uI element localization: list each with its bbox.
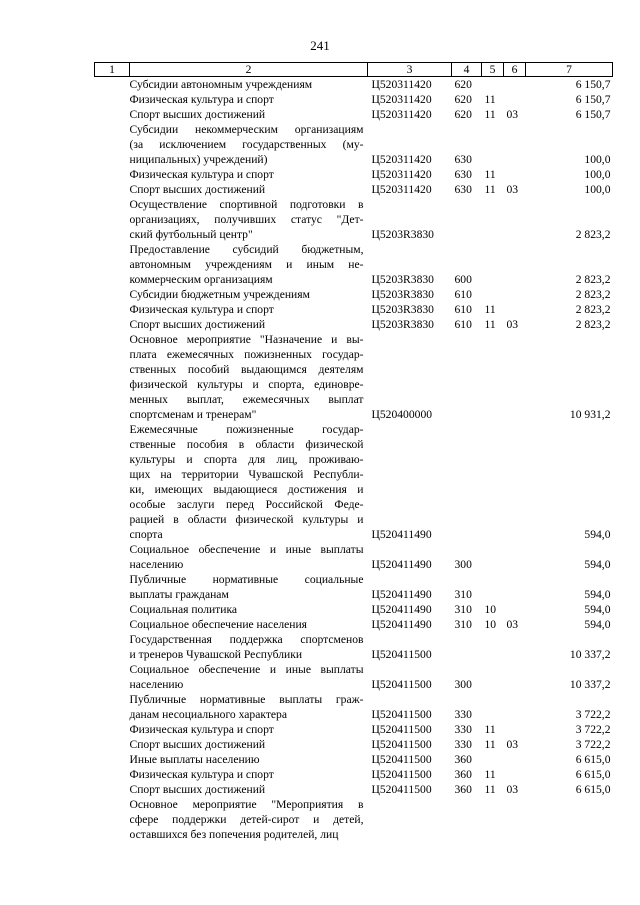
row-name-cell [130,782,368,797]
row-amount-cell: 10 337,2 [569,648,611,661]
table-row [95,662,613,692]
table-row [95,722,613,737]
row-section-cell: 11 [484,108,496,121]
row-name-line: Государственная поддержка спортсменов [129,633,364,646]
row-section-cell: 11 [484,723,496,736]
row-name-line: (за исключением государственных (му- [129,138,364,151]
row-expense-type-cell: 360 [454,768,472,781]
row-amount-cell: 100,0 [584,183,611,196]
row-code-cell: Ц520311420 [371,78,432,91]
row-expense-type-cell: 300 [454,558,472,571]
row-name-line: рацией в области физической культуры и [129,513,364,526]
row-number-cell [95,572,130,602]
row-amount-cell: 6 150,7 [575,78,611,91]
row-name-line: ственных пособий выдающимся деятелям [129,363,364,376]
row-name-cell [130,632,368,662]
row-subsection-cell [504,602,526,617]
table-body [95,77,613,843]
table-row [95,167,613,182]
row-code-cell: Ц5203R3830 [371,288,434,301]
row-name-line: Социальное обеспечение и иные выплаты [129,543,364,556]
row-number-cell [95,287,130,302]
row-section-cell: 11 [484,183,496,196]
row-expense-type-cell [452,797,482,842]
row-name-line: особые заслуги перед Российской Феде- [129,498,364,511]
row-name-cell [130,77,368,93]
row-subsection-cell: 03 [506,183,519,196]
row-name-line: Основное мероприятие "Мероприятия в [129,798,364,811]
budget-table-wrapper [94,62,612,842]
row-expense-type-cell [452,632,482,662]
row-code-cell: Ц5203R3830 [371,273,434,286]
row-number-cell [95,332,130,422]
row-section-cell [482,632,504,662]
row-name-line: ственные пособия в области физической [129,438,364,451]
row-amount-cell: 594,0 [584,558,611,571]
row-subsection-cell [504,722,526,737]
row-subsection-cell [504,692,526,722]
row-name-cell [130,242,368,287]
table-row [95,122,613,167]
row-amount-cell: 3 722,2 [575,738,611,751]
row-subsection-cell [504,332,526,422]
row-number-cell [95,797,130,842]
row-name-line: плата ежемесячных пожизненных государ- [129,348,364,361]
row-section-cell: 10 [484,603,497,616]
row-expense-type-cell: 310 [454,618,472,631]
row-number-cell [95,317,130,332]
row-subsection-cell [504,92,526,107]
row-name-line: Спорт высших достижений [129,738,266,751]
row-code-cell: Ц520411490 [371,528,432,541]
row-expense-type-cell: 600 [454,273,472,286]
row-expense-type-cell: 310 [454,603,472,616]
row-amount-cell: 594,0 [584,603,611,616]
column-header-5: 5 [482,63,504,77]
row-expense-type-cell: 630 [454,168,472,181]
row-name-line: Ежемесячные пожизненные государ- [129,423,364,436]
row-expense-type-cell [452,332,482,422]
row-name-cell [130,122,368,167]
row-amount-cell: 2 823,2 [575,288,611,301]
table-row [95,782,613,797]
row-expense-type-cell: 630 [454,183,472,196]
column-header-6: 6 [504,63,526,77]
row-code-cell: Ц520411500 [371,648,432,661]
row-name-line: Основное мероприятие "Назначение и вы- [129,333,364,346]
row-amount-cell: 6 150,7 [575,108,611,121]
row-amount-cell: 6 615,0 [575,753,611,766]
row-code-cell: Ц5203R3830 [371,318,434,331]
row-name-cell [130,107,368,122]
table-row [95,332,613,422]
row-code-cell: Ц520411500 [371,768,432,781]
row-code-cell: Ц520311420 [371,168,432,181]
row-name-line: и тренеров Чувашской Республики [129,648,303,661]
row-subsection-cell [504,422,526,542]
row-subsection-cell [504,767,526,782]
row-section-cell [482,242,504,287]
row-subsection-cell [504,167,526,182]
row-code-cell: Ц520311420 [371,108,432,121]
row-section-cell [482,752,504,767]
row-subsection-cell: 03 [506,108,519,121]
row-name-cell [130,422,368,542]
table-row [95,542,613,572]
row-section-cell: 10 [484,618,497,631]
row-expense-type-cell: 620 [454,108,472,121]
row-subsection-cell [504,752,526,767]
row-name-line: населению [129,678,184,691]
row-name-cell [130,767,368,782]
row-name-line: выплаты гражданам [129,588,229,601]
table-row [95,182,613,197]
row-name-cell [130,182,368,197]
row-name-line: ки, имеющих выдающиеся достижения и [129,483,364,496]
row-expense-type-cell: 360 [454,783,472,796]
row-expense-type-cell: 330 [454,708,472,721]
row-number-cell [95,782,130,797]
row-subsection-cell [504,242,526,287]
row-section-cell [482,197,504,242]
row-number-cell [95,602,130,617]
row-amount-cell: 6 615,0 [575,768,611,781]
row-subsection-cell [504,572,526,602]
row-name-cell [130,722,368,737]
table-row [95,692,613,722]
table-row [95,617,613,632]
table-row [95,197,613,242]
row-name-cell [130,737,368,752]
row-expense-type-cell: 620 [454,93,472,106]
row-expense-type-cell: 310 [454,588,472,601]
row-name-line: Публичные нормативные выплаты граж- [129,693,364,706]
row-subsection-cell: 03 [506,783,519,796]
row-subsection-cell [504,302,526,317]
page-number: 241 [310,38,330,53]
row-amount-cell: 6 150,7 [575,93,611,106]
table-row [95,77,613,93]
row-section-cell [482,122,504,167]
row-code-cell: Ц520411500 [371,678,432,691]
row-name-cell [130,167,368,182]
row-section-cell: 11 [484,318,496,331]
row-name-line: Спорт высших достижений [129,318,266,331]
row-subsection-cell: 03 [506,738,519,751]
row-name-cell [130,197,368,242]
column-header-1: 1 [95,63,130,77]
row-amount-cell: 10 337,2 [569,678,611,691]
row-name-line: физической культуры и спорта, единовре- [129,378,364,391]
row-name-line: Спорт высших достижений [129,783,266,796]
row-name-line: спорта [129,528,163,541]
row-code-cell: Ц520411500 [371,708,432,721]
table-row [95,797,613,842]
row-section-cell [482,572,504,602]
row-code-cell: Ц520411500 [371,783,432,796]
table-row [95,242,613,287]
row-code-cell [368,797,452,842]
row-expense-type-cell: 610 [454,288,472,301]
row-section-cell [482,77,504,93]
table-row [95,107,613,122]
row-name-line: культуры и спорта для лиц, проживаю- [129,453,364,466]
row-expense-type-cell: 330 [454,738,472,751]
table-row [95,737,613,752]
row-number-cell [95,692,130,722]
row-name-line: Субсидии бюджетным учреждениям [129,288,310,301]
row-number-cell [95,182,130,197]
row-number-cell [95,242,130,287]
row-amount-cell: 2 823,2 [575,318,611,331]
column-header-7: 7 [526,63,613,77]
row-name-cell [130,542,368,572]
row-code-cell: Ц520311420 [371,153,432,166]
budget-table [94,62,613,842]
row-name-line: Физическая культура и спорт [129,93,274,106]
row-name-line: Спорт высших достижений [129,183,266,196]
row-name-line: сфере поддержки детей-сирот и детей, [129,813,364,826]
row-amount-cell: 100,0 [584,153,611,166]
row-name-cell [130,602,368,617]
row-subsection-cell [504,662,526,692]
row-name-line: Физическая культура и спорт [129,768,274,781]
row-number-cell [95,167,130,182]
row-amount-cell: 2 823,2 [575,303,611,316]
row-number-cell [95,737,130,752]
row-subsection-cell: 03 [506,318,519,331]
column-header-3: 3 [368,63,452,77]
row-name-line: ский футбольный центр" [129,228,253,241]
table-row [95,632,613,662]
row-number-cell [95,302,130,317]
row-number-cell [95,752,130,767]
row-expense-type-cell [452,422,482,542]
row-code-cell: Ц520411490 [371,618,432,631]
table-row [95,302,613,317]
row-section-cell [482,692,504,722]
row-name-line: Предоставление субсидий бюджетным, [129,243,364,256]
row-name-line: Иные выплаты населению [129,753,260,766]
row-subsection-cell [504,197,526,242]
row-number-cell [95,542,130,572]
row-subsection-cell [504,287,526,302]
row-code-cell: Ц520400000 [371,408,433,421]
table-row [95,422,613,542]
row-number-cell [95,92,130,107]
row-expense-type-cell: 610 [454,318,472,331]
row-name-cell [130,692,368,722]
row-section-cell [482,797,504,842]
row-name-line: Осуществление спортивной подготовки в [129,198,364,211]
row-number-cell [95,77,130,93]
table-row [95,767,613,782]
row-amount-cell [526,797,613,842]
row-code-cell: Ц520411500 [371,738,432,751]
row-name-cell [130,317,368,332]
row-subsection-cell [504,542,526,572]
row-subsection-cell: 03 [506,618,519,631]
row-section-cell: 11 [484,738,496,751]
row-name-line: коммерческим организациям [129,273,273,286]
row-number-cell [95,197,130,242]
row-name-line: ниципальных) учреждений) [129,153,268,166]
row-name-line: Физическая культура и спорт [129,168,274,181]
column-header-4: 4 [452,63,482,77]
table-row [95,602,613,617]
row-subsection-cell [504,797,526,842]
row-section-cell: 11 [484,168,496,181]
table-row [95,92,613,107]
row-name-cell [130,302,368,317]
row-number-cell [95,722,130,737]
table-row [95,317,613,332]
row-section-cell: 11 [484,783,496,796]
row-expense-type-cell: 300 [454,678,472,691]
row-subsection-cell [504,77,526,93]
row-name-line: щих на территории Чувашской Республи- [129,468,364,481]
row-name-cell [130,572,368,602]
row-section-cell: 11 [484,303,496,316]
row-code-cell: Ц520311420 [371,93,432,106]
row-name-line: Социальное обеспечение и иные выплаты [129,663,364,676]
row-name-cell [130,752,368,767]
row-amount-cell: 594,0 [584,618,611,631]
row-name-line: Субсидии некоммерческим организациям [129,123,364,136]
row-name-line: автономным учреждениям и иным не- [129,258,364,271]
row-name-line: данам несоциального характера [129,708,287,721]
table-header [95,63,613,77]
table-row [95,572,613,602]
row-section-cell [482,332,504,422]
row-code-cell: Ц520411500 [371,723,432,736]
row-name-line: населению [129,558,184,571]
row-name-line: менных выплат, ежемесячных выплат [129,393,364,406]
row-section-cell [482,542,504,572]
row-name-cell [130,92,368,107]
row-code-cell: Ц5203R3830 [371,228,434,241]
header-row [95,63,613,77]
row-amount-cell: 3 722,2 [575,708,611,721]
row-number-cell [95,767,130,782]
row-amount-cell: 3 722,2 [575,723,611,736]
row-name-cell [130,332,368,422]
row-amount-cell: 6 615,0 [575,783,611,796]
row-name-cell [130,662,368,692]
row-name-line: Спорт высших достижений [129,108,266,121]
row-number-cell [95,632,130,662]
row-name-line: Физическая культура и спорт [129,723,274,736]
row-name-line: Физическая культура и спорт [129,303,274,316]
row-code-cell: Ц5203R3830 [371,303,434,316]
row-expense-type-cell: 360 [454,753,472,766]
row-expense-type-cell: 330 [454,723,472,736]
row-code-cell: Ц520411490 [371,558,432,571]
row-name-line: Субсидии автономным учреждениям [129,78,313,91]
row-number-cell [95,122,130,167]
row-code-cell: Ц520411490 [371,603,432,616]
row-section-cell: 11 [484,768,496,781]
row-number-cell [95,617,130,632]
table-row [95,752,613,767]
row-amount-cell: 594,0 [584,588,611,601]
row-section-cell: 11 [484,93,496,106]
row-name-cell [130,797,368,842]
row-code-cell: Ц520311420 [371,183,432,196]
column-header-2: 2 [130,63,368,77]
row-expense-type-cell: 620 [454,78,472,91]
row-subsection-cell [504,122,526,167]
row-section-cell [482,422,504,542]
row-name-cell [130,617,368,632]
row-number-cell [95,422,130,542]
row-expense-type-cell [452,197,482,242]
row-amount-cell: 10 931,2 [569,408,611,421]
row-name-line: организациях, получивших статус "Дет- [129,213,364,226]
row-name-line: спортсменам и тренерам" [129,408,257,421]
row-section-cell [482,287,504,302]
row-amount-cell: 594,0 [584,528,611,541]
row-amount-cell: 2 823,2 [575,273,611,286]
row-code-cell: Ц520411490 [371,588,432,601]
row-name-line: Социальная политика [129,603,238,616]
row-amount-cell: 2 823,2 [575,228,611,241]
row-amount-cell: 100,0 [584,168,611,181]
row-name-line: Социальное обеспечение населения [129,618,308,631]
row-name-line: Публичные нормативные социальные [129,573,364,586]
row-subsection-cell [504,632,526,662]
row-section-cell [482,662,504,692]
row-expense-type-cell: 610 [454,303,472,316]
row-name-line: оставшихся без попечения родителей, лиц [129,828,339,841]
row-number-cell [95,107,130,122]
table-row [95,287,613,302]
row-code-cell: Ц520411500 [371,753,432,766]
row-number-cell [95,662,130,692]
row-name-cell [130,287,368,302]
row-expense-type-cell: 630 [454,153,472,166]
